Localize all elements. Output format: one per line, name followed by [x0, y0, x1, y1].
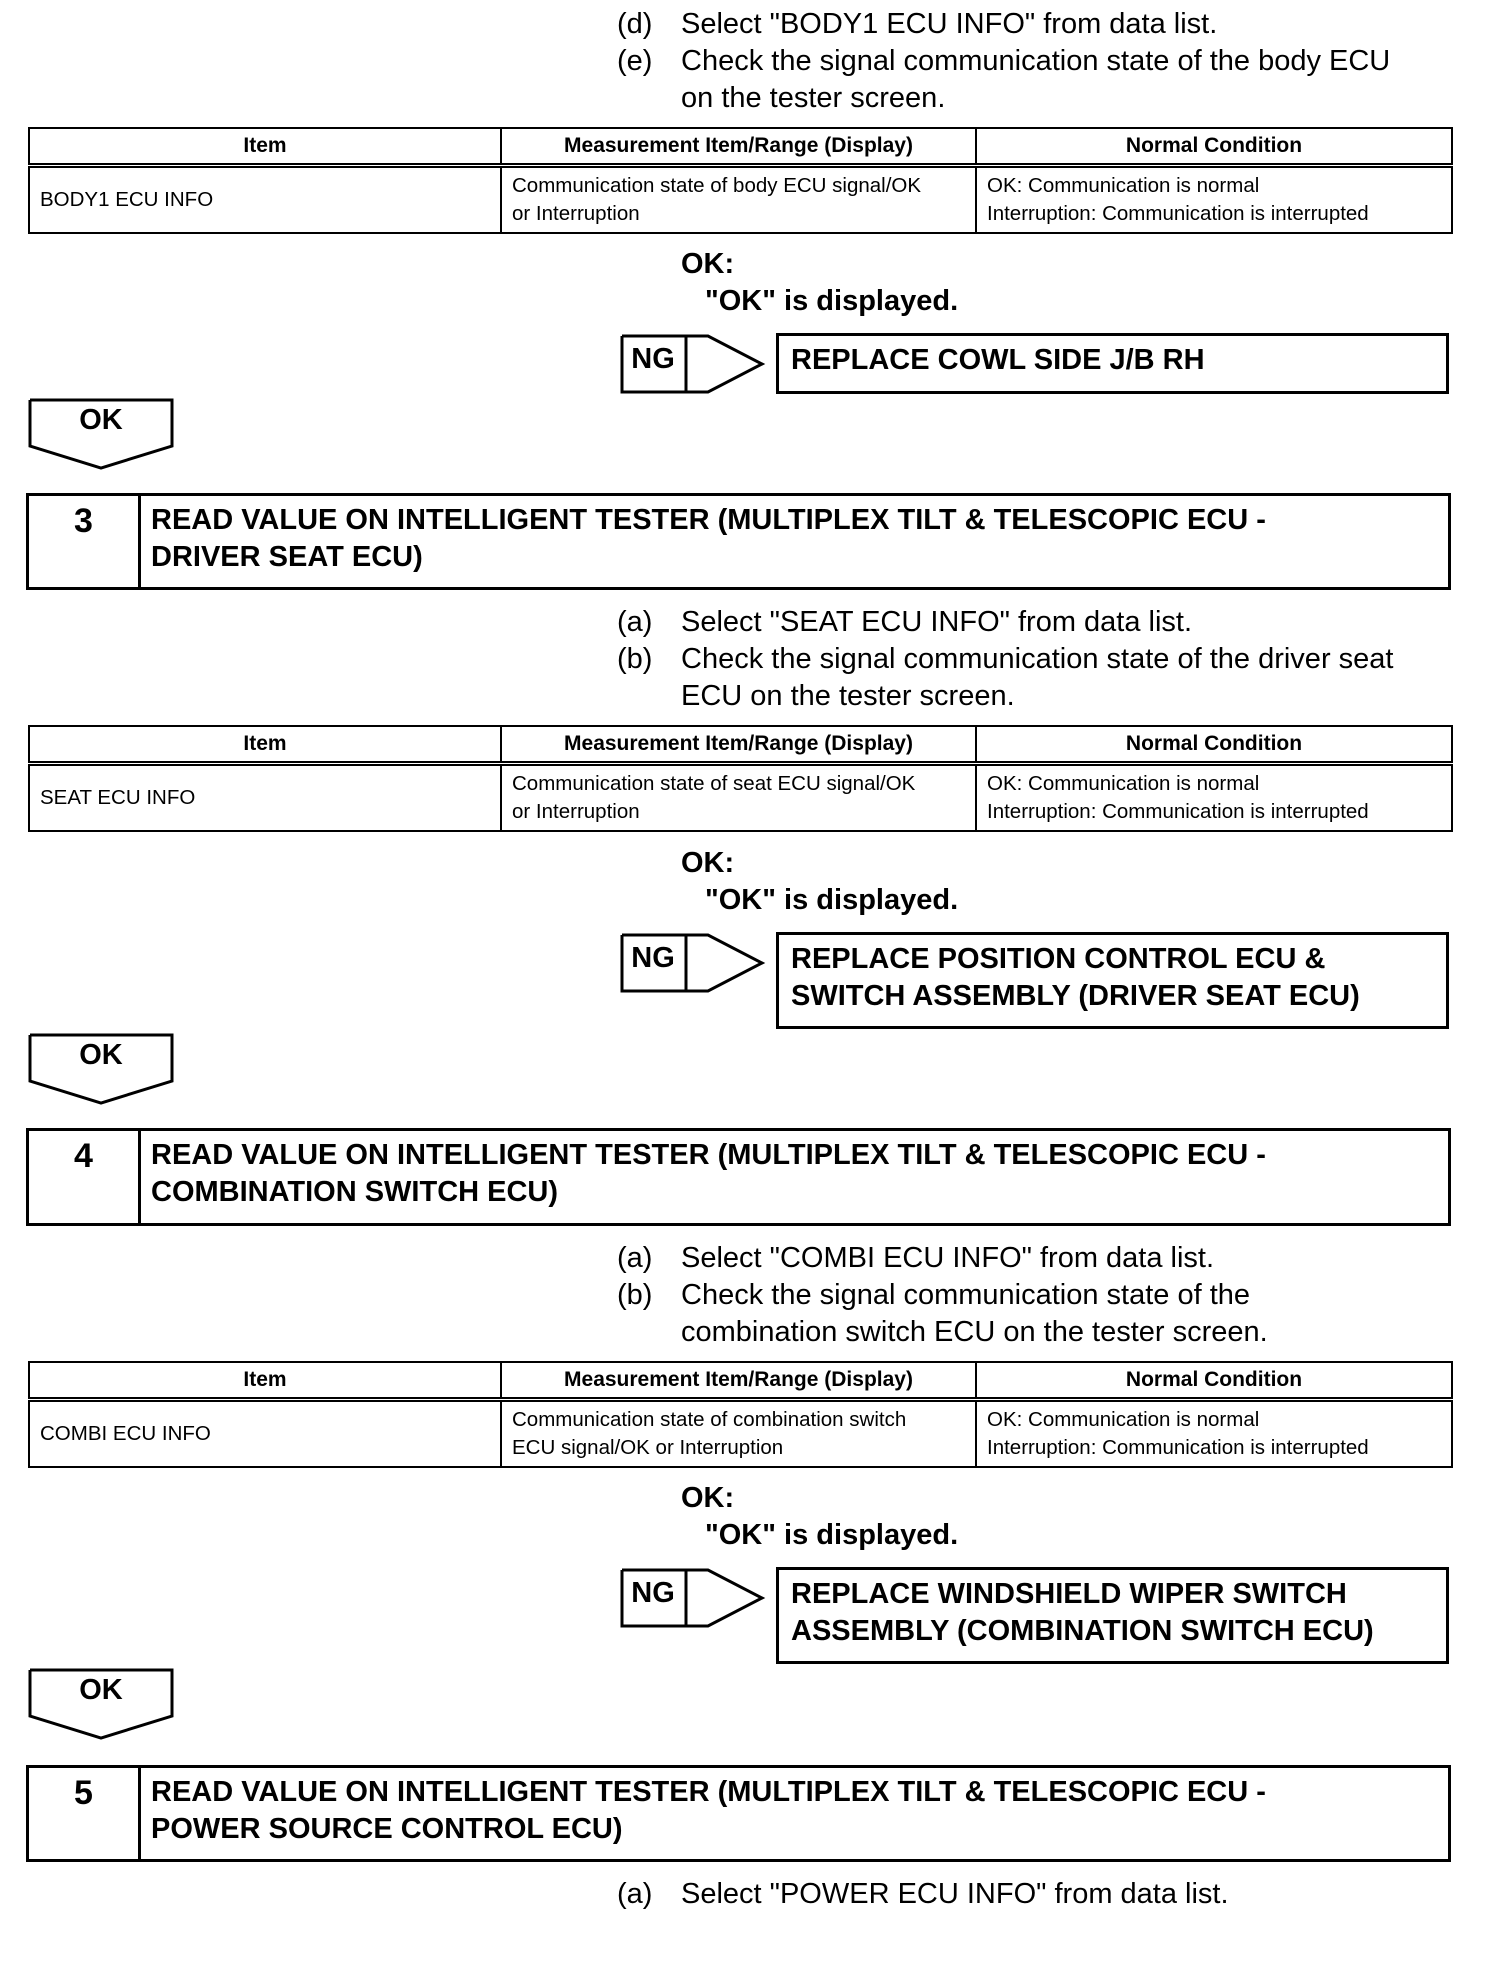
step-line: on the tester screen.: [681, 82, 946, 114]
title-line: COMBINATION SWITCH ECU): [151, 1176, 559, 1208]
section-5-header: [26, 1765, 1451, 1862]
table-header-row: [29, 128, 1452, 166]
step-a: [617, 604, 1457, 641]
line: Interruption: Communication is interrupted: [987, 800, 1369, 823]
table-row: [29, 166, 1452, 234]
ng-arrow: [620, 933, 708, 989]
ok-arrow: [28, 1033, 174, 1105]
ng-label: NG: [631, 1577, 675, 1609]
section-4-header: [26, 1128, 1451, 1226]
step-label: (a): [617, 606, 653, 638]
ok-arrow-label: OK: [79, 404, 123, 436]
header-measurement: Measurement Item/Range (Display): [501, 128, 976, 166]
step-label: (b): [617, 1279, 653, 1311]
ok-arrow: [28, 1668, 174, 1740]
header-item: Item: [29, 1362, 501, 1400]
line: Communication state of combination switch: [512, 1408, 907, 1431]
ok-heading: OK:: [681, 847, 735, 879]
step-line: combination switch ECU on the tester screen.: [681, 1316, 1268, 1348]
step-b: [617, 1277, 1457, 1351]
step-line: ECU on the tester screen.: [681, 680, 1015, 712]
ng-result-box: [776, 1567, 1449, 1664]
cell-measurement: [501, 1400, 976, 1468]
step-line: Select "COMBI ECU INFO" from data list.: [681, 1242, 1215, 1274]
line: OK: Communication is normal: [987, 174, 1260, 197]
section-3-header: [26, 493, 1451, 590]
ok-heading: OK:: [681, 1482, 735, 1514]
ng-arrow: [620, 334, 708, 390]
cell-item: BODY1 ECU INFO: [29, 166, 501, 234]
step-line: Check the signal communication state of the body ECU: [681, 45, 1391, 77]
ng-result-box: [776, 333, 1449, 394]
cell-item: SEAT ECU INFO: [29, 764, 501, 832]
ok-arrow-label: OK: [79, 1674, 123, 1706]
table-row: [29, 764, 1452, 832]
step-e: [617, 43, 1457, 117]
data-list-table: [28, 725, 1453, 832]
header-normal: Normal Condition: [976, 726, 1452, 764]
header-item: Item: [29, 726, 501, 764]
table-header-row: [29, 1362, 1452, 1400]
line: OK: Communication is normal: [987, 1408, 1260, 1431]
ok-arrow-label: OK: [79, 1039, 123, 1071]
step-label: (d): [617, 8, 653, 40]
step-a: [617, 1876, 1457, 1913]
ng-label: NG: [631, 343, 675, 375]
line: or Interruption: [512, 800, 640, 823]
line: Communication state of seat ECU signal/OK: [512, 772, 916, 795]
ng-arrow: [620, 1568, 708, 1624]
ng-result-line: ASSEMBLY (COMBINATION SWITCH ECU): [791, 1615, 1374, 1647]
ok-condition: "OK" is displayed.: [705, 285, 959, 317]
title-line: READ VALUE ON INTELLIGENT TESTER (MULTIPLEX TILT & TELESCOPIC ECU -: [151, 504, 1266, 536]
header-normal: Normal Condition: [976, 1362, 1452, 1400]
section-title: [151, 502, 1436, 576]
section-title: [151, 1137, 1436, 1211]
section-number: 4: [29, 1131, 141, 1223]
ok-heading: OK:: [681, 248, 735, 280]
cell-measurement: [501, 166, 976, 234]
step-line: Check the signal communication state of the: [681, 1279, 1251, 1311]
section-title: [151, 1774, 1436, 1848]
step-line: Select "POWER ECU INFO" from data list.: [681, 1878, 1229, 1910]
step-line: Check the signal communication state of the driver seat: [681, 643, 1394, 675]
section-number: 5: [29, 1768, 141, 1859]
section-number: 3: [29, 496, 141, 587]
header-measurement: Measurement Item/Range (Display): [501, 1362, 976, 1400]
step-b: [617, 641, 1457, 715]
step-d: [617, 6, 1457, 43]
line: Communication state of body ECU signal/OK: [512, 174, 922, 197]
cell-normal: [976, 166, 1452, 234]
step-label: (e): [617, 45, 653, 77]
ng-result-line: REPLACE WINDSHIELD WIPER SWITCH: [791, 1578, 1347, 1610]
ok-condition: "OK" is displayed.: [705, 884, 959, 916]
ok-arrow: [28, 398, 174, 470]
step-label: (b): [617, 643, 653, 675]
title-line: READ VALUE ON INTELLIGENT TESTER (MULTIPLEX TILT & TELESCOPIC ECU -: [151, 1139, 1266, 1171]
table-header-row: [29, 726, 1452, 764]
line: Interruption: Communication is interrupted: [987, 1436, 1369, 1459]
header-item: Item: [29, 128, 501, 166]
ok-condition: "OK" is displayed.: [705, 1519, 959, 1551]
title-line: DRIVER SEAT ECU): [151, 541, 423, 573]
step-label: (a): [617, 1242, 653, 1274]
header-measurement: Measurement Item/Range (Display): [501, 726, 976, 764]
data-list-table: [28, 127, 1453, 234]
title-line: POWER SOURCE CONTROL ECU): [151, 1813, 623, 1845]
cell-item: COMBI ECU INFO: [29, 1400, 501, 1468]
ng-result-line: REPLACE POSITION CONTROL ECU &: [791, 943, 1326, 975]
step-line: Select "BODY1 ECU INFO" from data list.: [681, 8, 1218, 40]
ng-result-line: SWITCH ASSEMBLY (DRIVER SEAT ECU): [791, 980, 1360, 1012]
line: Interruption: Communication is interrupted: [987, 202, 1369, 225]
step-a: [617, 1240, 1457, 1277]
ng-result-line: REPLACE COWL SIDE J/B RH: [791, 344, 1205, 376]
title-line: READ VALUE ON INTELLIGENT TESTER (MULTIPLEX TILT & TELESCOPIC ECU -: [151, 1776, 1266, 1808]
ng-result-box: [776, 932, 1449, 1029]
cell-normal: [976, 1400, 1452, 1468]
table-row: [29, 1400, 1452, 1468]
step-line: Select "SEAT ECU INFO" from data list.: [681, 606, 1193, 638]
line: ECU signal/OK or Interruption: [512, 1436, 784, 1459]
cell-measurement: [501, 764, 976, 832]
line: or Interruption: [512, 202, 640, 225]
data-list-table: [28, 1361, 1453, 1468]
header-normal: Normal Condition: [976, 128, 1452, 166]
line: OK: Communication is normal: [987, 772, 1260, 795]
cell-normal: [976, 764, 1452, 832]
ng-label: NG: [631, 942, 675, 974]
step-label: (a): [617, 1878, 653, 1910]
